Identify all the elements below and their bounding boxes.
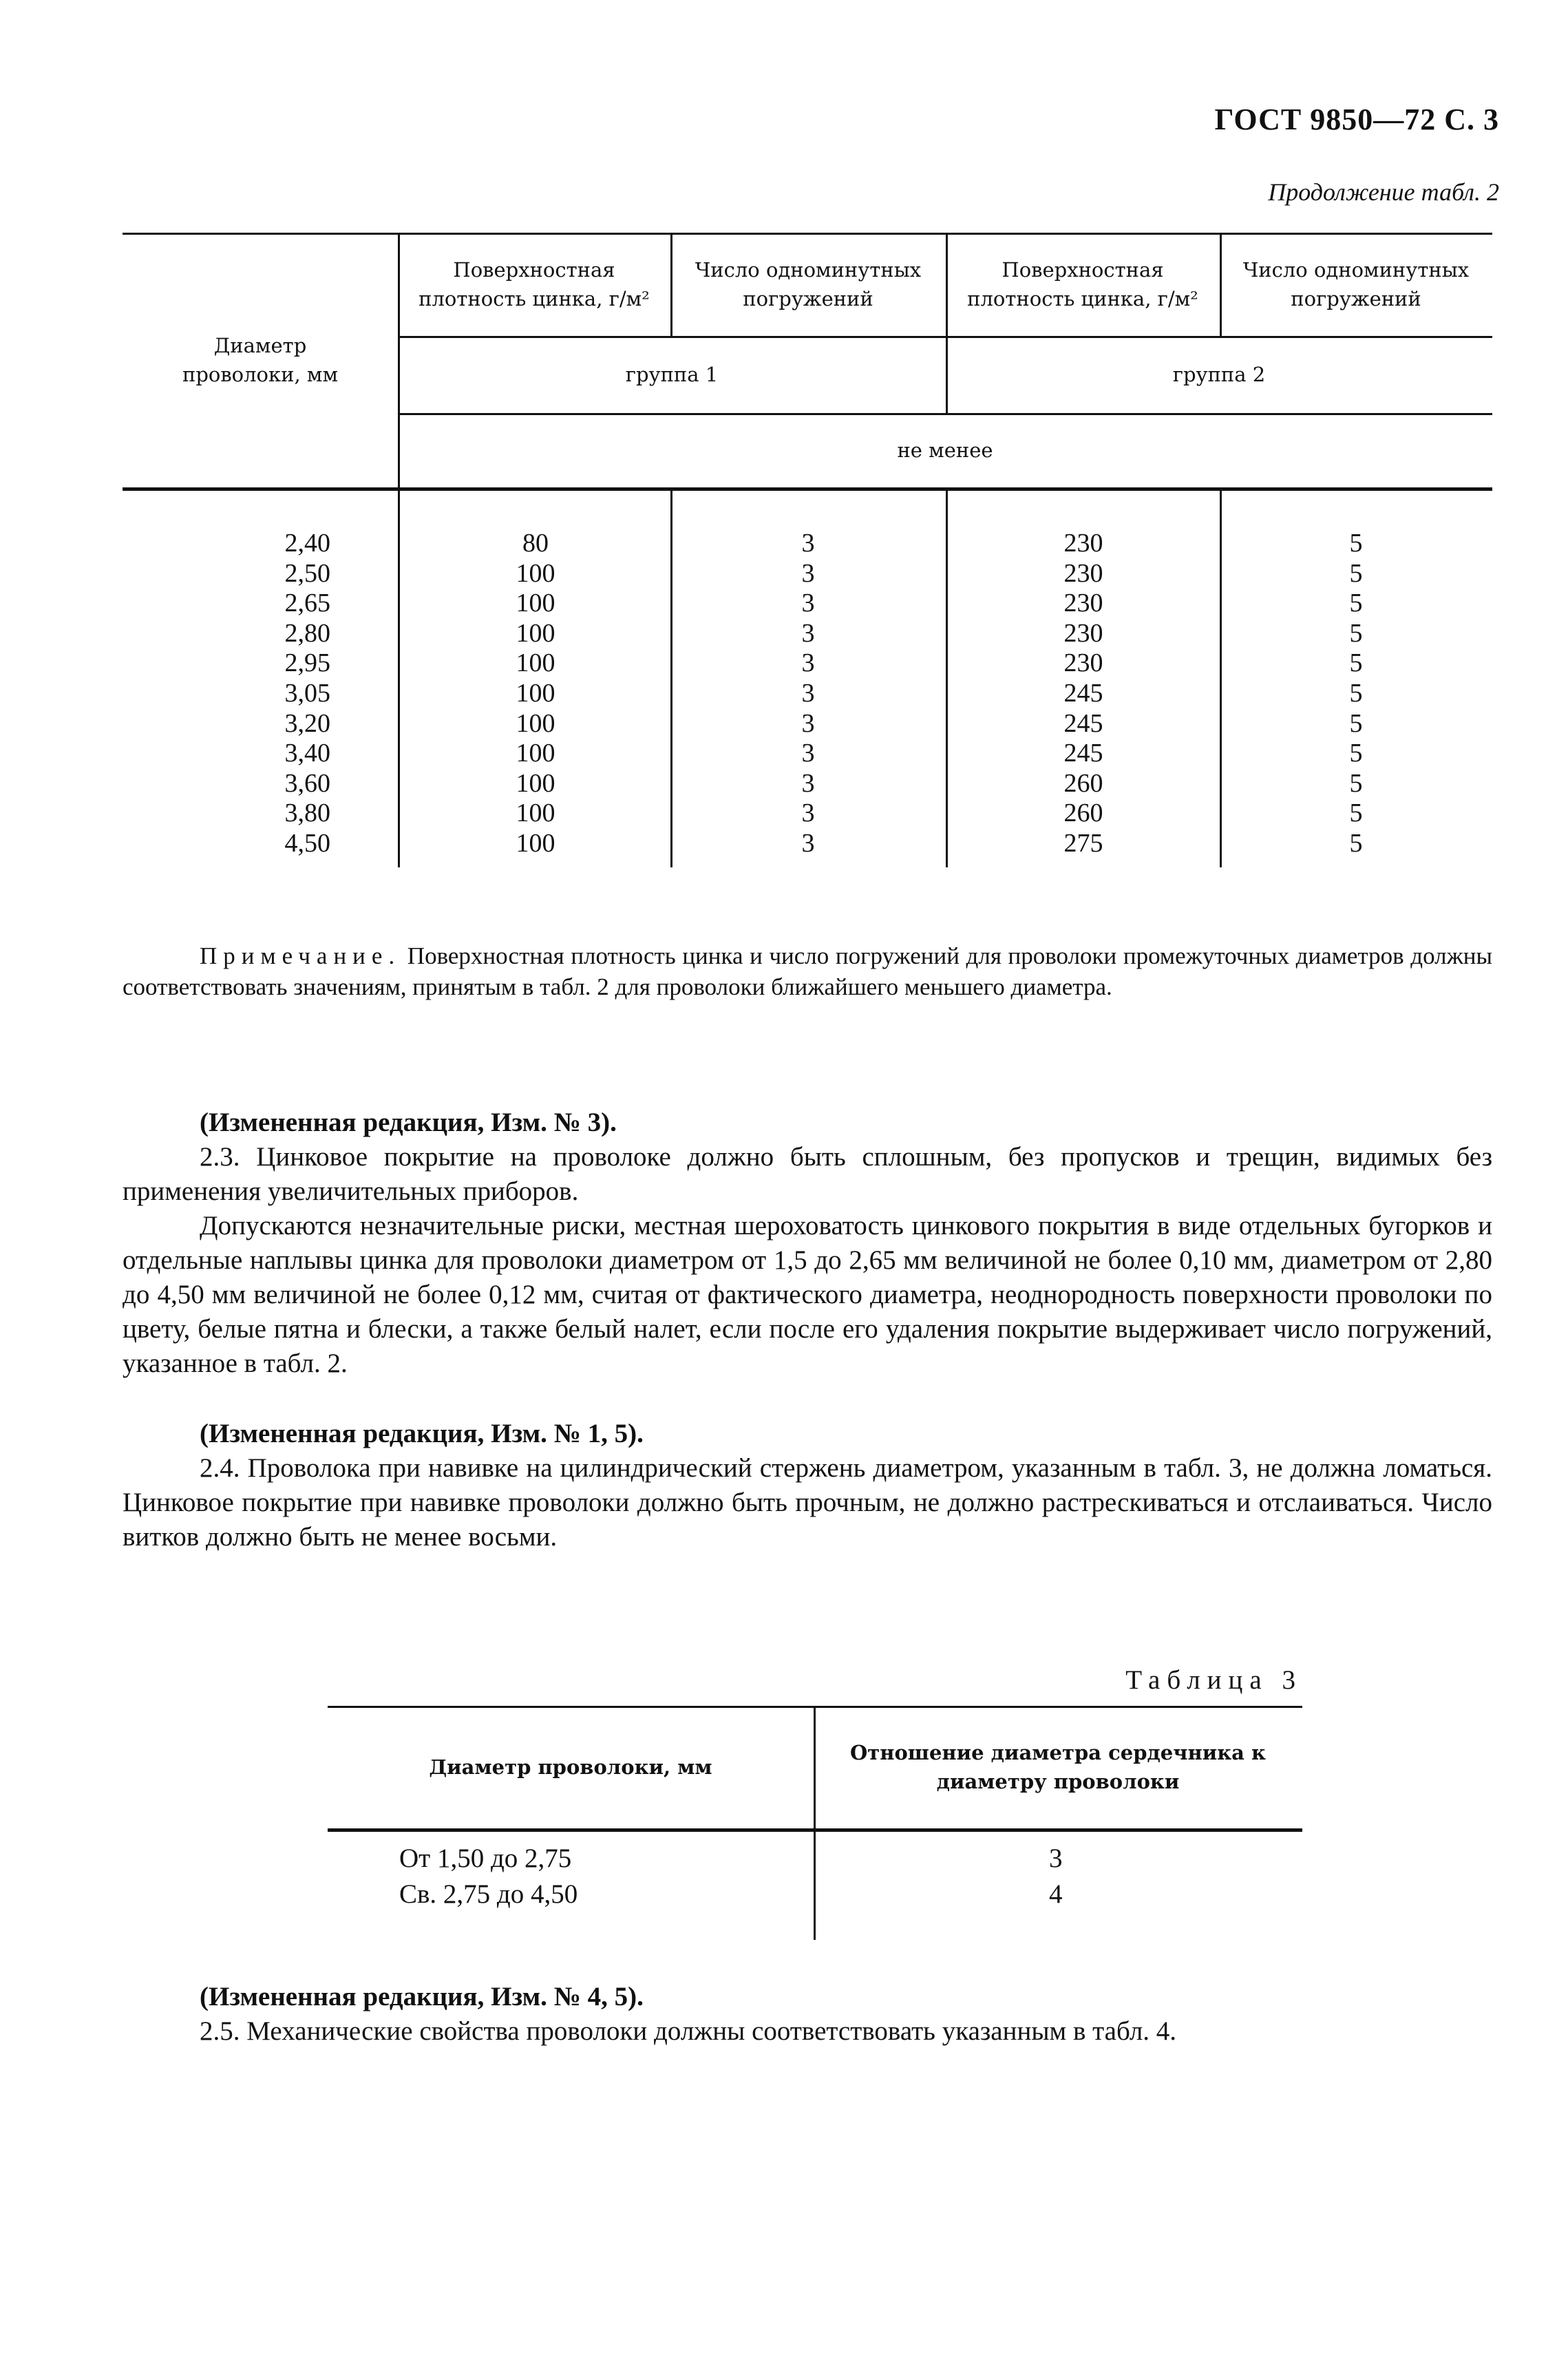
table3-head-diameter: Диаметр проволоки, мм (429, 1755, 712, 1779)
table2-head-density-g2: Поверхностная плотность цинка, г/м² (967, 258, 1198, 310)
table2-cell: 3 (801, 768, 815, 798)
table2-cell: 100 (516, 708, 555, 738)
table2-cell: 275 (1063, 828, 1103, 858)
table-3 (328, 1706, 1302, 1940)
table2-cell: 230 (1063, 589, 1103, 618)
table2-group-2: группа 2 (1172, 363, 1266, 386)
table3-head-ratio: Отношение диаметра сердечника к диаметру проволоки (849, 1741, 1266, 1793)
table2-cell: 2,95 (284, 648, 330, 678)
paragraph-2-3: 2.3. Цинковое покрытие на проволоке должно быть сплошным, без пропусков и трещин, видимых без применения увеличительных приборов. (123, 1142, 1492, 1206)
table2-cell: 2,40 (284, 529, 330, 558)
table2-cell: 100 (516, 618, 555, 648)
table2-head-dips-g1: Число одноминутных погружений (695, 258, 922, 310)
table2-header-bottom-rule (123, 487, 1492, 491)
paragraph-2-5: 2.5. Механические свойства проволоки должны соответствовать указанным в табл. 4. (200, 2016, 1177, 2046)
table3-caption: Таблица 3 (1125, 1665, 1302, 1695)
table2-cell: 5 (1349, 678, 1363, 708)
table2-head-density-g1: Поверхностная плотность цинка, г/м² (419, 258, 650, 310)
table2-cell: 5 (1349, 529, 1363, 558)
table2-column-density-2 (1015, 529, 1152, 859)
table2-cell: 3,05 (284, 678, 330, 708)
table2-cell: 5 (1349, 589, 1363, 618)
table2-cell: 100 (516, 739, 555, 768)
table2-cell: 3 (801, 678, 815, 708)
edit-note-2: (Измененная редакция, Изм. № 1, 5). (200, 1419, 644, 1448)
table2-cell: 3,80 (284, 799, 330, 828)
table2-cell: 100 (516, 768, 555, 798)
table2-head-diameter: Диаметр проволоки, мм (182, 334, 339, 386)
table2-cell: 3,40 (284, 739, 330, 768)
table2-note (123, 940, 1492, 1002)
table2-cell: 245 (1063, 678, 1103, 708)
table2-head-dips-g2: Число одноминутных погружений (1242, 258, 1470, 310)
table-2 (123, 233, 1492, 867)
table2-cell: 5 (1349, 648, 1363, 678)
note-label: Примечание. (200, 942, 401, 969)
table2-cell: 3 (801, 558, 815, 588)
edit-note-1: (Измененная редакция, Изм. № 3). (200, 1108, 617, 1137)
table2-col-rule (946, 490, 948, 867)
table2-cell: 3,60 (284, 768, 330, 798)
table2-cell: 245 (1063, 708, 1103, 738)
table2-cell: 3 (801, 589, 815, 618)
table2-cell: 5 (1349, 799, 1363, 828)
note-text: Поверхностная плотность цинка и число погружений для проволоки промежуточных диаметров должны соответствовать значениям, принятым в табл. 2 для проволоки ближайшего меньшего диаметра. (123, 942, 1492, 1000)
table2-cell: 3 (801, 739, 815, 768)
table2-cell: 100 (516, 799, 555, 828)
table2-cell: 5 (1349, 739, 1363, 768)
table2-cell: 2,80 (284, 618, 330, 648)
table2-cell: 3 (801, 708, 815, 738)
table2-cell: 100 (516, 828, 555, 858)
table3-row-ratio: 4 (1049, 1879, 1063, 1909)
table2-cell: 230 (1063, 648, 1103, 678)
table2-cell: 80 (522, 529, 549, 558)
table3-row-range: Св. 2,75 до 4,50 (399, 1879, 578, 1909)
table2-cell: 5 (1349, 828, 1363, 858)
table2-column-density-1 (467, 529, 604, 859)
page-header: ГОСТ 9850—72 С. 3 (1214, 103, 1499, 136)
table2-col-rule (670, 490, 672, 867)
table2-cell: 100 (516, 589, 555, 618)
table2-column-dips-1 (739, 529, 877, 859)
table2-cell: 4,50 (284, 828, 330, 858)
table-continuation-label: Продолжение табл. 2 (1268, 178, 1499, 206)
table2-cell: 230 (1063, 558, 1103, 588)
paragraph-2-3-continued: Допускаются незначительные риски, местная шероховатость цинкового покрытия в виде отдельных бугорков и отдельные наплывы цинка для проволоки диаметром от 1,5 до 2,65 мм величиной не более 0,10 мм, диаметром от 2,80 до 4,50 мм величиной не более 0,12 мм, считая от фактического диаметра, неоднородность поверхности проволоки по цвету, белые пятна и блески, а также белый налет, если после его удаления покрытие выдерживает число погружений, указанное в табл. 2. (123, 1211, 1492, 1378)
table2-column-diameter (205, 529, 330, 859)
table2-cell: 230 (1063, 529, 1103, 558)
table2-cell: 100 (516, 558, 555, 588)
table2-cell: 3 (801, 648, 815, 678)
table2-cell: 3,20 (284, 708, 330, 738)
table2-cell: 260 (1063, 768, 1103, 798)
table2-cell: 3 (801, 799, 815, 828)
table2-col-rule (1220, 490, 1222, 867)
table2-cell: 2,65 (284, 589, 330, 618)
table2-cell: 5 (1349, 768, 1363, 798)
table3-row-ratio: 3 (1049, 1844, 1063, 1873)
table2-cell: 245 (1063, 739, 1103, 768)
table2-column-dips-2 (1287, 529, 1425, 859)
table2-cell: 260 (1063, 799, 1103, 828)
table2-cell: 3 (801, 828, 815, 858)
paragraph-2-4: 2.4. Проволока при навивке на цилиндрический стержень диаметром, указанным в табл. 3, не должна ломаться. Цинковое покрытие при навивке проволоки должно быть прочным, не должно растрескиваться и отслаиваться. Число витков должно быть не менее восьми. (123, 1453, 1492, 1552)
edit-note-3: (Измененная редакция, Изм. № 4, 5). (200, 1982, 644, 2011)
table2-cell: 5 (1349, 708, 1363, 738)
table2-cell: 100 (516, 648, 555, 678)
table2-cell: 3 (801, 618, 815, 648)
table2-cell: 100 (516, 678, 555, 708)
table3-row-range: От 1,50 до 2,75 (399, 1844, 572, 1873)
table2-cell: 3 (801, 529, 815, 558)
table2-not-less: не менее (897, 439, 993, 462)
table2-cell: 5 (1349, 618, 1363, 648)
table2-cell: 230 (1063, 618, 1103, 648)
table2-cell: 5 (1349, 558, 1363, 588)
table2-cell: 2,50 (284, 558, 330, 588)
table2-group-1: группа 1 (625, 363, 719, 386)
